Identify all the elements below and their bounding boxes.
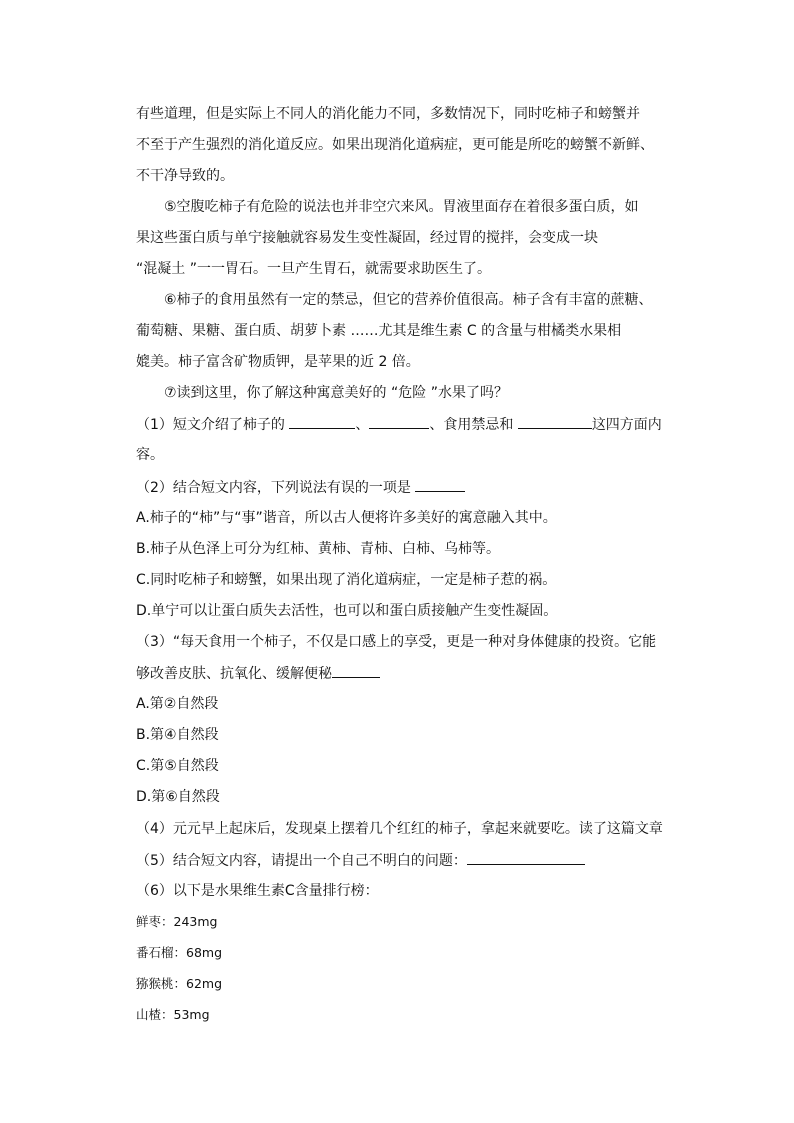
question-2-option-c: C.同时吃柿子和螃蟹，如果出现了消化道病症，一定是柿子惹的祸。 (136, 572, 557, 588)
question-2-option-d: D.单宁可以让蛋白质失去活性，也可以和蛋白质接触产生变性凝固。 (136, 603, 558, 619)
paragraph-7: ⑦读到这里，你了解这种寓意美好的 “危险 ”水果了吗？ (164, 385, 508, 401)
question-1-text: （1）短文介绍了柿子的 (136, 417, 290, 433)
question-1-line-1 (136, 414, 662, 434)
passage-line: 有些道理，但是实际上不同人的消化能力不同，多数情况下，同时吃柿子和螃蟹并 (136, 106, 640, 122)
vitamin-c-item: 猕猴桃：62mg (136, 976, 223, 991)
vitamin-c-item: 鲜枣：243mg (136, 914, 218, 929)
question-3-option-c: C.第⑤自然段 (136, 758, 219, 774)
passage-line: 不至于产生强烈的消化道反应。如果出现消化道病症，更可能是所吃的螃蟹不新鲜、 (136, 137, 654, 153)
question-1-text: 这四方面内 (591, 417, 662, 433)
question-2-stem (136, 477, 465, 497)
question-5-text: （5）结合短文内容，请提出一个自己不明白的问题： (136, 853, 467, 869)
question-1-separator: 、 (355, 417, 370, 433)
question-3-option-d: D.第⑥自然段 (136, 789, 220, 805)
question-3-option-a: A.第②自然段 (136, 696, 219, 712)
question-2-option-a: A.柿子的“柿”与“事”谐音，所以古人便将许多美好的寓意融入其中。 (136, 510, 557, 526)
question-4-stem: （4）元元早上起床后，发现桌上摆着几个红红的柿子，拿起来就要吃。读了这篇文章 (136, 821, 663, 837)
passage-line: 不干净导致的。 (136, 168, 234, 184)
paragraph-5-line: “混凝土 ”一一胃石。一旦产生胃石，就需要求助医生了。 (136, 261, 491, 277)
paragraph-6-line: ⑥柿子的食用虽然有一定的禁忌，但它的营养价值很高。柿子含有丰富的蔗糖、 (164, 292, 653, 308)
question-5-stem (136, 850, 585, 870)
question-3-option-b: B.第④自然段 (136, 727, 219, 743)
vitamin-c-item: 山楂：53mg (136, 1007, 210, 1022)
paragraph-5-line: 果这些蛋白质与单宁接触就容易发生变性凝固，经过胃的搅拌，会变成一块 (136, 230, 598, 246)
paragraph-6-line: 葡萄糖、果糖、蛋白质、胡萝卜素 ……尤其是维生素 C 的含量与柑橘类水果相 (136, 323, 622, 339)
question-3-stem-line-2 (136, 663, 380, 683)
paragraph-5-line: ⑤空腹吃柿子有危险的说法也并非空穴来风。胃液里面存在着很多蛋白质，如 (164, 199, 639, 215)
question-3-text: 够改善皮肤、抗氧化、缓解便秘 (136, 666, 332, 682)
question-6-stem: （6）以下是水果维生素C含量排行榜： (136, 883, 379, 899)
answer-blank-2[interactable] (369, 414, 429, 429)
vitamin-c-item: 番石榴：68mg (136, 945, 223, 960)
question-2-text: （2）结合短文内容，下列说法有误的一项是 (136, 480, 416, 496)
answer-blank-q2[interactable] (415, 477, 465, 492)
answer-blank-q3[interactable] (332, 663, 380, 678)
paragraph-6-line: 媲美。柿子富含矿物质钾，是苹果的近 2 倍。 (136, 354, 420, 370)
question-1-line-2: 容。 (136, 447, 164, 463)
question-2-option-b: B.柿子从色泽上可分为红柿、黄柿、青柿、白柿、乌柿等。 (136, 541, 501, 557)
answer-blank-3[interactable] (518, 414, 592, 429)
answer-blank-q5[interactable] (467, 850, 585, 865)
answer-blank-1[interactable] (289, 414, 355, 429)
question-1-text: 、食用禁忌和 (429, 417, 518, 433)
question-3-stem-line-1: （3）“每天食用一个柿子，不仅是口感上的享受，更是一种对身体健康的投资。它能 (136, 634, 657, 650)
